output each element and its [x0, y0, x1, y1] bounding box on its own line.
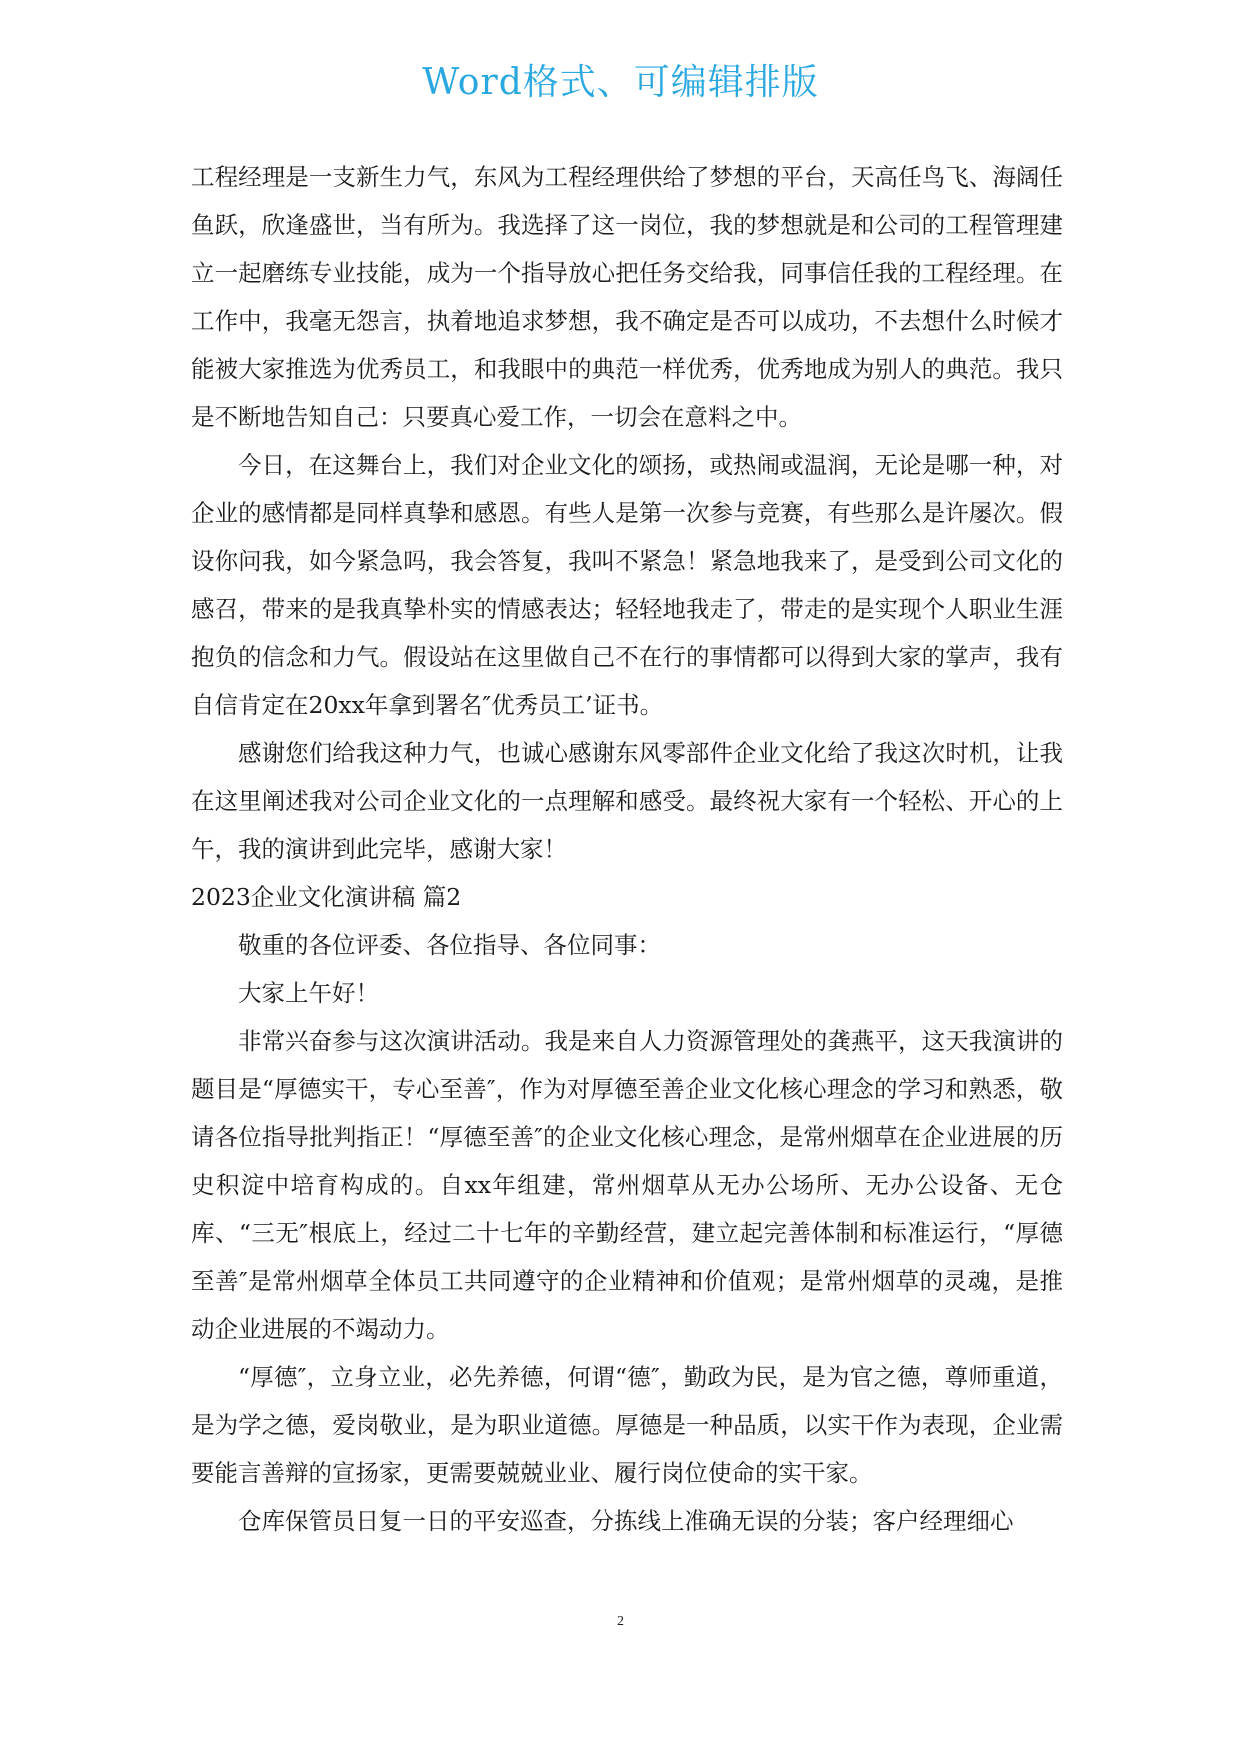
paragraph-6: 仓库保管员日复一日的平安巡查，分拣线上准确无误的分装；客户经理细心 [238, 1507, 1014, 1535]
page-header-title: Word格式、可编辑排版 [422, 62, 819, 103]
paragraph-1: 工程经理是一支新生力气，东风为工程经理供给了梦想的平台，天高任鸟飞、海阔任鱼跃，欣逢盛世，当有所为。我选择了这一岗位，我的梦想就是和公司的工程管理建立一起磨练专业技能，成为一个指导放心把任务交给我，同事信任我的工程经理。在工作中，我毫无怨言，执着地追求梦想，我不确定是否可以成功，不去想什么时候才能被大家推选为优秀员工，和我眼中的典范一样优秀，优秀地成为别人的典范。我只是不断地告知自己：只要真心爱工作，一切会在意料之中。 [191, 163, 1063, 431]
salutation: 敬重的各位评委、各位指导、各位同事： [238, 931, 661, 959]
paragraph-3: 感谢您们给我这种力气，也诚心感谢东风零部件企业文化给了我这次时机，让我在这里阐述我对公司企业文化的一点理解和感受。最终祝大家有一个轻松、开心的上午，我的演讲到此完毕，感谢大家！ [191, 739, 1063, 863]
paragraph-5: “厚德″，立身立业，必先养德，何谓“德″，勤政为民，是为官之德，尊师重道，是为学之德，爱岗敬业，是为职业道德。厚德是一种品质，以实干作为表现，企业需要能言善辩的宣扬家，更需要兢兢业业、履行岗位使命的实干家。 [191, 1363, 1063, 1487]
paragraph-2: 今日，在这舞台上，我们对企业文化的颂扬，或热闹或温润，无论是哪一种，对企业的感情都是同样真挚和感恩。有些人是第一次参与竞赛，有些那么是许屡次。假设你问我，如今紧急吗，我会答复，我叫不紧急！紧急地我来了，是受到公司文化的感召，带来的是我真挚朴实的情感表达；轻轻地我走了，带走的是实现个人职业生涯抱负的信念和力气。假设站在这里做自己不在行的事情都可以得到大家的掌声，我有自信肯定在20xx年拿到署名″优秀员工’证书。 [191, 451, 1063, 719]
greeting-line: 大家上午好！ [238, 979, 379, 1007]
section-heading: 2023企业文化演讲稿 篇2 [191, 883, 462, 911]
document-body [191, 153, 1063, 1545]
page-number: 2 [617, 1614, 624, 1629]
paragraph-4: 非常兴奋参与这次演讲活动。我是来自人力资源管理处的龚燕平，这天我演讲的题目是“厚德实干，专心至善″，作为对厚德至善企业文化核心理念的学习和熟悉，敬请各位指导批判指正！“厚德至善″的企业文化核心理念，是常州烟草在企业进展的历史积淀中培育构成的。自xx年组建，常州烟草从无办公场所、无办公设备、无仓库、“三无″根底上，经过二十七年的辛勤经营，建立起完善体制和标准运行，“厚德至善″是常州烟草全体员工共同遵守的企业精神和价值观；是常州烟草的灵魂，是推动企业进展的不竭动力。 [191, 1027, 1063, 1343]
